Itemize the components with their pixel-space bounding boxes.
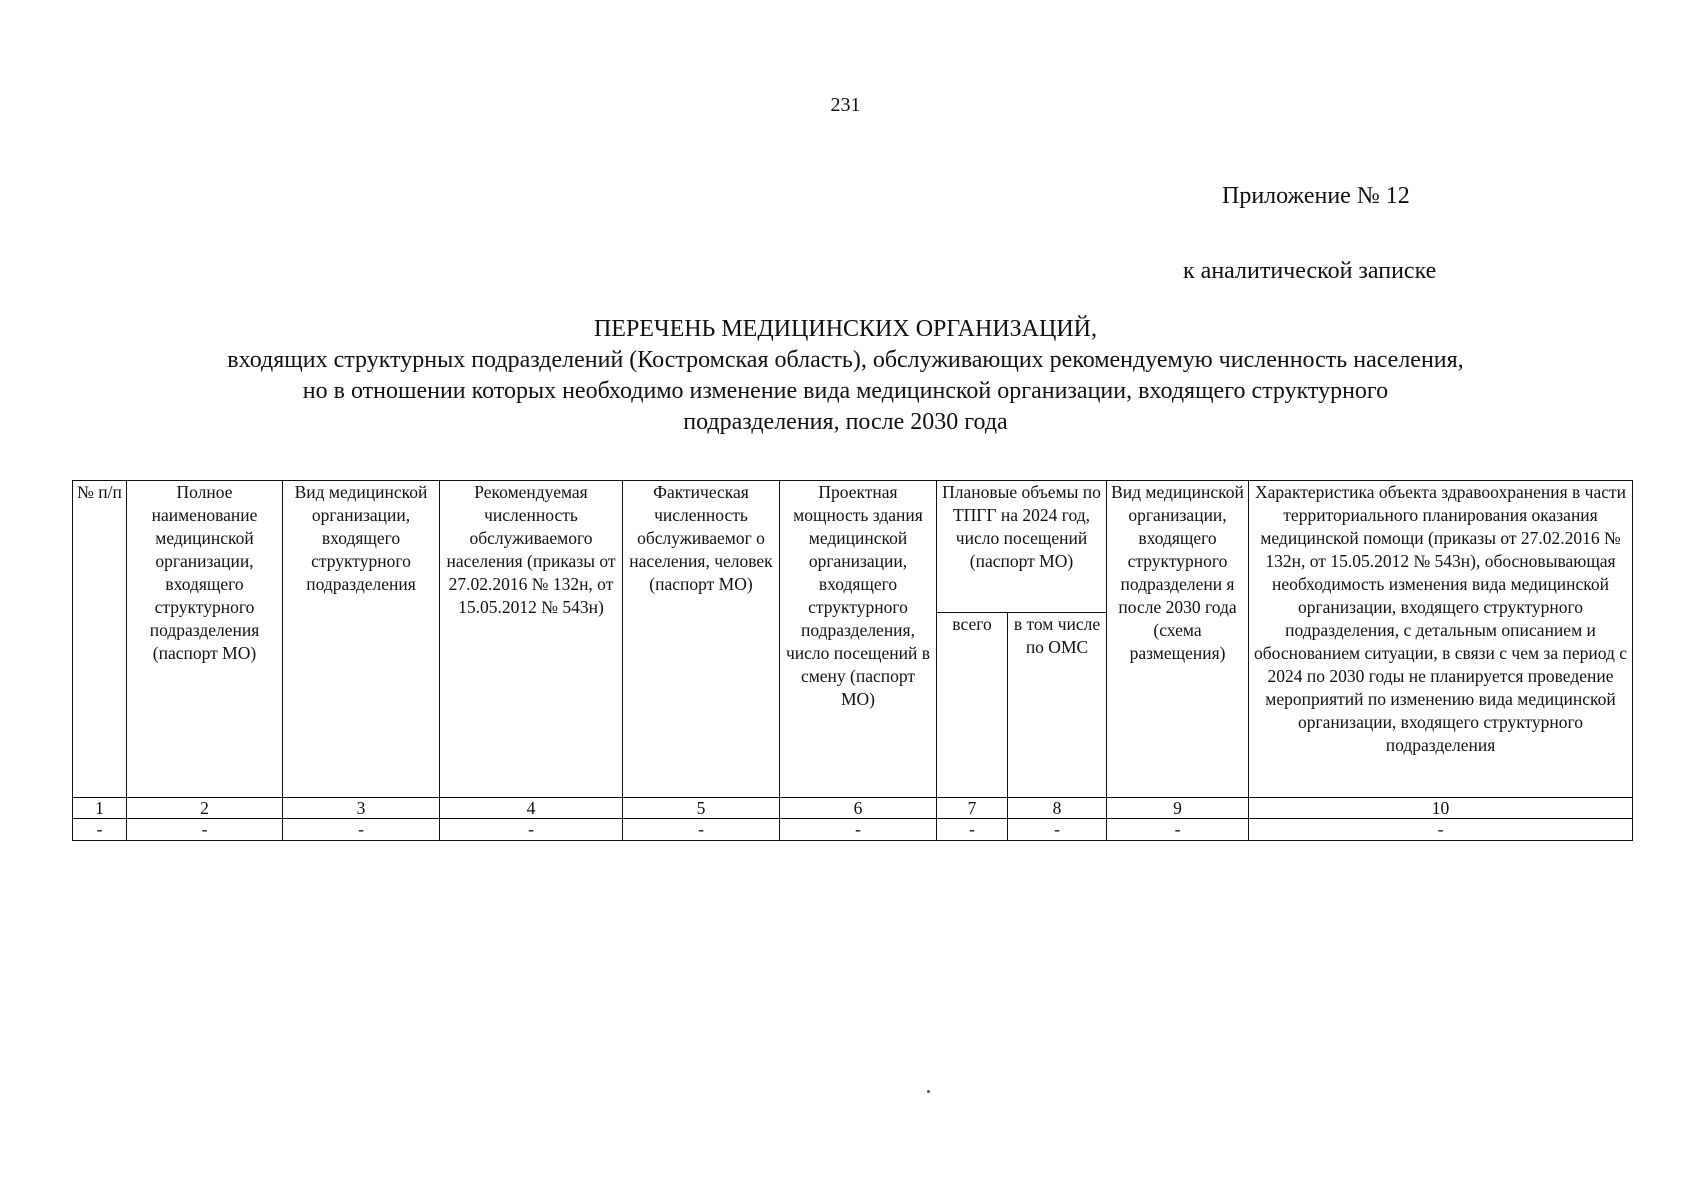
table-cell: - bbox=[1249, 819, 1633, 841]
header-planned-volumes: Плановые объемы по ТПГГ на 2024 год, число посещений (паспорт МО) bbox=[937, 481, 1107, 613]
column-number: 4 bbox=[440, 798, 623, 819]
page-number: 231 bbox=[830, 94, 861, 116]
header-org-type: Вид медицинской организации, входящего структурного подразделения bbox=[283, 481, 440, 798]
title-line-1: ПЕРЕЧЕНЬ МЕДИЦИНСКИХ ОРГАНИЗАЦИЙ, bbox=[593, 316, 1098, 342]
scan-speck bbox=[927, 1090, 930, 1093]
header-org-type-after-2030: Вид медицинской организации, входящего структурного подразделени я после 2030 года (схема размещения) bbox=[1107, 481, 1249, 798]
header-design-capacity: Проектная мощность здания медицинской организации, входящего структурного подразделения, число посещений в смену (паспорт МО) bbox=[780, 481, 937, 798]
title-line-2: входящих структурных подразделений (Костромская область), обслуживающих рекомендуемую численность населения, bbox=[227, 347, 1464, 373]
document-title bbox=[0, 314, 1691, 438]
table-row bbox=[73, 819, 1633, 841]
column-number: 9 bbox=[1107, 798, 1249, 819]
header-row bbox=[73, 481, 1633, 613]
table-cell: - bbox=[283, 819, 440, 841]
table-cell: - bbox=[73, 819, 127, 841]
appendix-subtitle: к аналитической записке bbox=[1183, 258, 1437, 284]
column-number: 8 bbox=[1008, 798, 1107, 819]
column-numbers-row bbox=[73, 798, 1633, 819]
table-cell: - bbox=[780, 819, 937, 841]
header-oms: в том числе по ОМС bbox=[1008, 613, 1107, 798]
table-cell: - bbox=[1107, 819, 1249, 841]
title-line-3: но в отношении которых необходимо изменение вида медицинской организации, входящего структурного bbox=[302, 378, 1389, 404]
column-number: 5 bbox=[623, 798, 780, 819]
column-number: 6 bbox=[780, 798, 937, 819]
column-number: 10 bbox=[1249, 798, 1633, 819]
table-cell: - bbox=[623, 819, 780, 841]
header-actual-population: Фактическая численность обслуживаемог о населения, человек (паспорт МО) bbox=[623, 481, 780, 798]
column-number: 3 bbox=[283, 798, 440, 819]
table-cell: - bbox=[127, 819, 283, 841]
column-number: 1 bbox=[73, 798, 127, 819]
table-cell: - bbox=[1008, 819, 1107, 841]
header-characteristics: Характеристика объекта здравоохранения в части территориального планирования оказания медицинской помощи (приказы от 27.02.2016 № 132н, от 15.05.2012 № 543н), обосновывающая необходимость изменения вида медицинской организации, входящего структурного подразделения, с детальным описанием и обоснованием ситуации, в связи с чем за период с 2024 по 2030 годы не планируется проведение мероприятий по изменению вида медицинской организации, входящего структурного подразделения bbox=[1249, 481, 1633, 798]
header-number: № п/п bbox=[73, 481, 127, 798]
appendix-title: Приложение № 12 bbox=[1222, 183, 1410, 209]
header-total: всего bbox=[937, 613, 1008, 798]
column-number: 7 bbox=[937, 798, 1008, 819]
header-recommended-population: Рекомендуемая численность обслуживаемого населения (приказы от 27.02.2016 № 132н, от 15.05.2012 № 543н) bbox=[440, 481, 623, 798]
title-line-4: подразделения, после 2030 года bbox=[683, 409, 1008, 435]
organizations-table bbox=[72, 480, 1633, 841]
table-cell: - bbox=[937, 819, 1008, 841]
header-full-name: Полное наименование медицинской организации, входящего структурного подразделения (паспорт МО) bbox=[127, 481, 283, 798]
table-cell: - bbox=[440, 819, 623, 841]
column-number: 2 bbox=[127, 798, 283, 819]
